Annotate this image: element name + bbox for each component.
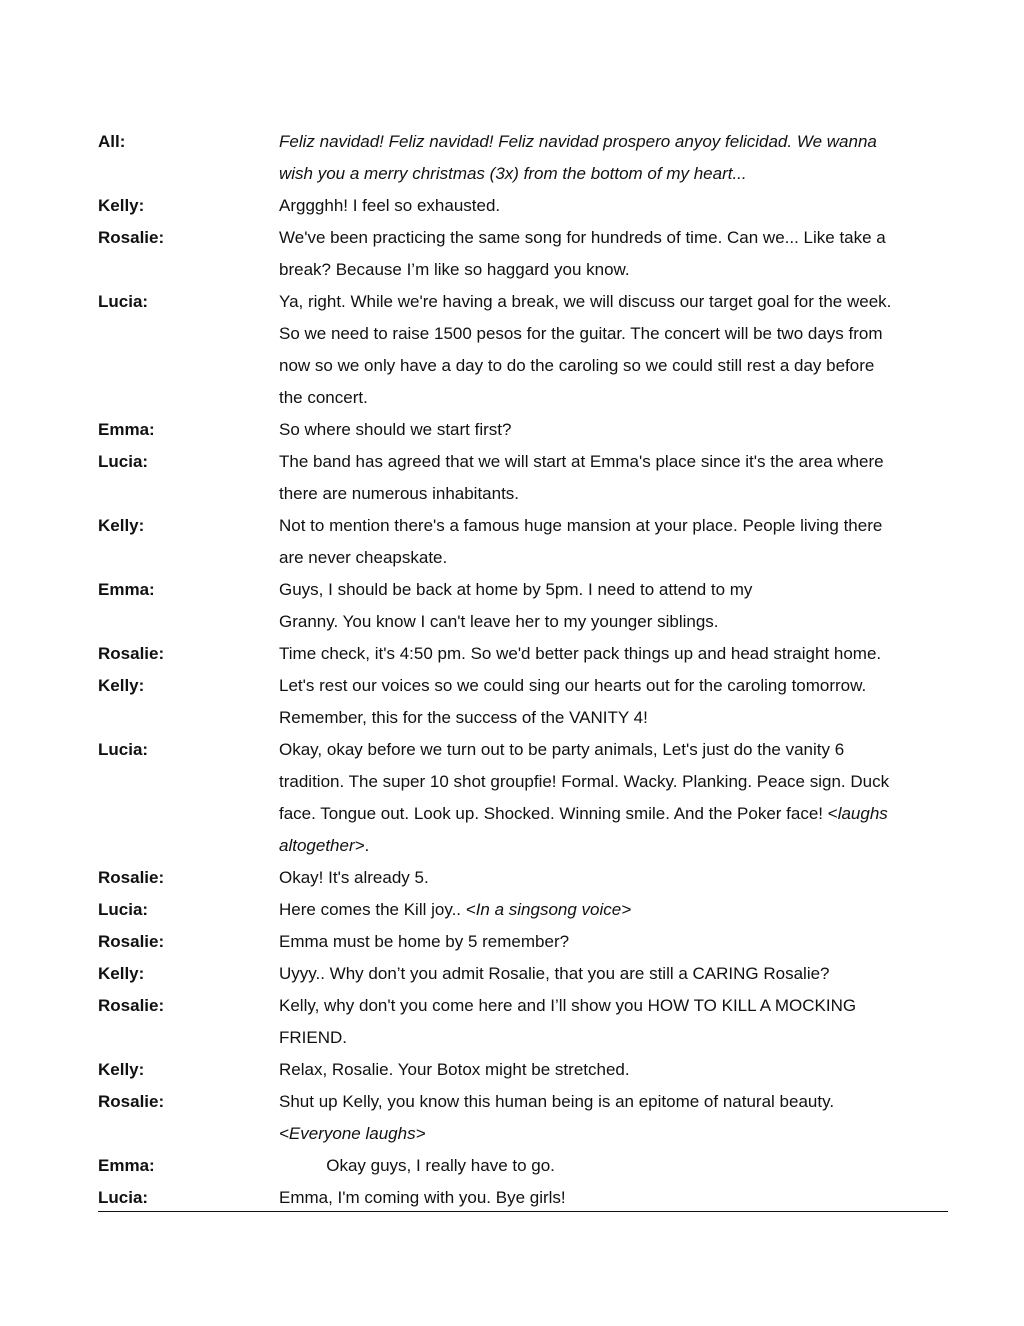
dialogue-line [98,510,948,574]
dialogue-text-row [279,542,948,574]
speaker-name: Rosalie: [98,644,165,663]
line-text: . [364,836,370,855]
dialogue-text-row [279,670,948,702]
line-text: break? Because I’m like so haggard you know. [279,260,630,279]
speaker-name: Lucia: [98,292,149,311]
line-text: Remember, this for the success of the VANITY 4! [279,708,648,727]
dialogue-text [279,190,948,222]
dialogue-text-row [279,734,948,766]
stage-direction-text: <In a singsong voice> [465,900,632,919]
speaker-name: Rosalie: [98,932,165,951]
speaker-name: Emma: [98,1156,155,1175]
dialogue-text-row [279,606,948,638]
dialogue-text-row [279,510,948,542]
dialogue-line [98,190,948,222]
speaker-name: Lucia: [98,1188,149,1207]
line-text: Time check, it's 4:50 pm. So we'd better pack things up and head straight home. [279,644,882,663]
dialogue-text-row [279,798,948,830]
dialogue-text-row [279,222,948,254]
dialogue-line [98,574,948,638]
dialogue-line [98,414,948,446]
dialogue-text-row [279,1182,948,1214]
line-text: So where should we start first? [279,420,512,439]
line-text: Uyyy.. Why don’t you admit Rosalie, that you are still a CARING Rosalie? [279,964,830,983]
speaker-name: Rosalie: [98,228,165,247]
dialogue-line [98,1054,948,1086]
dialogue-line [98,734,948,862]
dialogue-line [98,926,948,958]
line-text: Let's rest our voices so we could sing our hearts out for the caroling tomorrow. [279,676,867,695]
line-text: Arggghh! I feel so exhausted. [279,196,501,215]
dialogue-line [98,670,948,734]
dialogue-text-row [279,350,948,382]
dialogue-line [98,638,948,670]
speaker-name: Kelly: [98,1060,145,1079]
dialogue-text [279,894,948,926]
dialogue-text [279,222,948,286]
dialogue-text-row [279,574,948,606]
speaker-name: Kelly: [98,964,145,983]
line-text: Kelly, why don't you come here and I’ll show you HOW TO KILL A MOCKING [279,996,857,1015]
dialogue-line [98,958,948,990]
dialogue-text [279,958,948,990]
dialogue-line [98,1086,948,1150]
dialogue-line [98,1182,948,1214]
dialogue-text [279,446,948,510]
dialogue-text-row [279,638,948,670]
speaker-name: All: [98,132,126,151]
dialogue-text [279,574,948,638]
dialogue-text-row [279,830,948,862]
script-dialogue [98,126,948,1214]
speaker-name: Lucia: [98,900,149,919]
dialogue-text [279,1086,948,1150]
bottom-rule [98,1211,948,1212]
stage-direction-text: Feliz navidad! Feliz navidad! Feliz navidad prospero anyoy felicidad. We wanna [279,132,877,151]
dialogue-text [279,990,948,1054]
dialogue-line [98,990,948,1054]
dialogue-line [98,126,948,190]
line-text: Here comes the Kill joy.. [279,900,466,919]
dialogue-text-row [279,894,948,926]
speaker-name: Kelly: [98,676,145,695]
dialogue-text [279,414,948,446]
dialogue-text-row [279,446,948,478]
dialogue-text-row [279,286,948,318]
dialogue-text-row [279,702,948,734]
dialogue-line [98,862,948,894]
dialogue-text [279,670,948,734]
stage-direction-text: altogether> [279,836,365,855]
dialogue-text-row [279,158,948,190]
line-text: Okay! It's already 5. [279,868,429,887]
line-text: Emma must be home by 5 remember? [279,932,570,951]
line-text: there are numerous inhabitants. [279,484,520,503]
dialogue-line [98,894,948,926]
dialogue-text [279,638,948,670]
dialogue-text-row [279,254,948,286]
dialogue-text [279,1054,948,1086]
line-text: tradition. The super 10 shot groupfie! Formal. Wacky. Planking. Peace sign. Duck [279,772,890,791]
dialogue-text-row [279,926,948,958]
speaker-name: Lucia: [98,740,149,759]
dialogue-line [98,222,948,286]
line-text: The band has agreed that we will start at Emma's place since it's the area where [279,452,884,471]
dialogue-text-row [279,414,948,446]
line-text: Okay guys, I really have to go. [279,1156,555,1175]
dialogue-text [279,286,948,414]
dialogue-text-row [279,318,948,350]
speaker-name: Emma: [98,580,155,599]
speaker-name: Kelly: [98,196,145,215]
dialogue-text [279,862,948,894]
line-text: Guys, I should be back at home by 5pm. I need to attend to my [279,580,753,599]
speaker-name: Rosalie: [98,996,165,1015]
line-text: We've been practicing the same song for hundreds of time. Can we... Like take a [279,228,886,247]
dialogue-text-row [279,190,948,222]
dialogue-text [279,510,948,574]
line-text: Not to mention there's a famous huge mansion at your place. People living there [279,516,883,535]
line-text: the concert. [279,388,368,407]
dialogue-text-row [279,1054,948,1086]
line-text: Granny. You know I can't leave her to my younger siblings. [279,612,719,631]
speaker-name: Kelly: [98,516,145,535]
dialogue-text-row [279,990,948,1022]
line-text: Ya, right. While we're having a break, we will discuss our target goal for the week. [279,292,892,311]
dialogue-text [279,926,948,958]
stage-direction-text: laughs [837,804,888,823]
dialogue-text-row [279,478,948,510]
dialogue-text-row [279,1022,948,1054]
dialogue-text [279,126,948,190]
dialogue-text-row [279,382,948,414]
dialogue-text [279,1182,948,1214]
dialogue-text [279,734,948,862]
dialogue-text-row [279,1086,948,1118]
dialogue-line [98,446,948,510]
dialogue-text-row [279,862,948,894]
dialogue-text-row [279,1118,948,1150]
speaker-name: Emma: [98,420,155,439]
dialogue-text-row [279,766,948,798]
line-text: now so we only have a day to do the caroling so we could still rest a day before [279,356,875,375]
dialogue-text-row [279,1150,948,1182]
speaker-name: Rosalie: [98,1092,165,1111]
dialogue-line [98,1150,948,1182]
dialogue-text [279,1150,948,1182]
speaker-name: Rosalie: [98,868,165,887]
stage-direction-text: <Everyone laughs> [279,1124,426,1143]
line-text: FRIEND. [279,1028,347,1047]
line-text: Shut up Kelly, you know this human being is an epitome of natural beauty. [279,1092,835,1111]
line-text: Okay, okay before we turn out to be party animals, Let's just do the vanity 6 [279,740,845,759]
line-text: So we need to raise 1500 pesos for the guitar. The concert will be two days from [279,324,883,343]
dialogue-text-row [279,126,948,158]
line-text: face. Tongue out. Look up. Shocked. Winning smile. And the Poker face! < [279,804,838,823]
stage-direction-text: wish you a merry christmas (3x) from the bottom of my heart... [279,164,747,183]
line-text: are never cheapskate. [279,548,448,567]
speaker-name: Lucia: [98,452,149,471]
dialogue-text-row [279,958,948,990]
line-text: Relax, Rosalie. Your Botox might be stretched. [279,1060,630,1079]
line-text: Emma, I'm coming with you. Bye girls! [279,1188,566,1207]
dialogue-line [98,286,948,414]
